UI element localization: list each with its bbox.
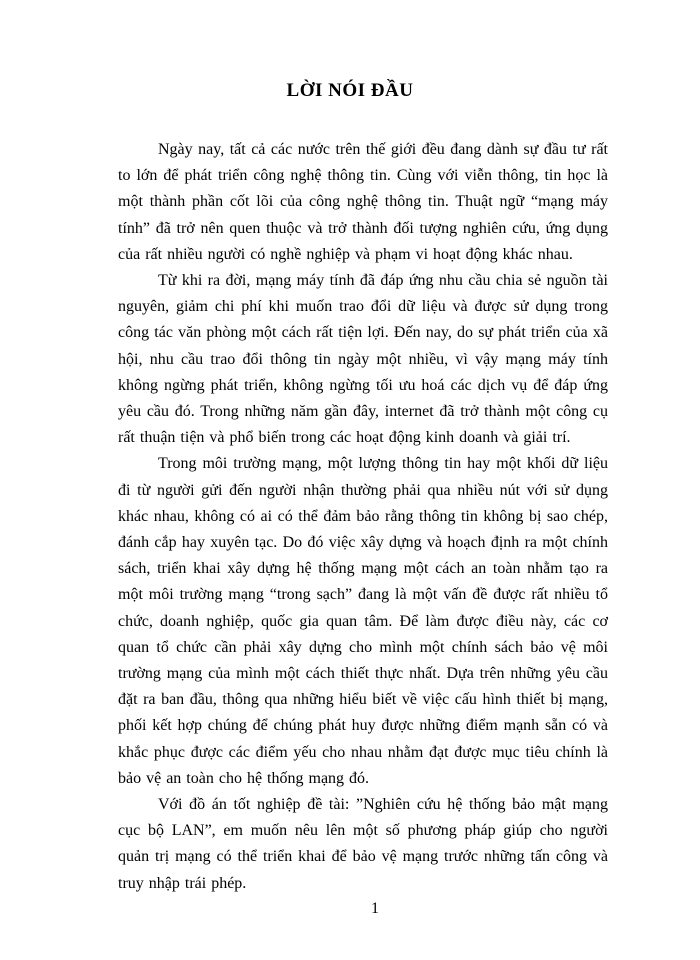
page-title: LỜI NÓI ĐẦU — [286, 80, 414, 101]
paragraph-2: Từ khi ra đời, mạng máy tính đã đáp ứng nhu cầu chia sẻ nguồn tài nguyên, giảm chi phí khi muốn trao đổi dữ liệu và được sử dụng trong công tác văn phòng một cách rất tiện lợi. Đến nay, do sự phát triển của xã hội, nhu cầu trao đổi thông tin ngày một nhiều, vì vậy mạng máy tính không ngừng phát triển, không ngừng tối ưu hoá các dịch vụ để đáp ứng yêu cầu đó. Trong những năm gần đây, internet đã trở thành một công cụ rất thuận tiện và phổ biến trong các hoạt động kinh doanh và giải trí. — [118, 272, 608, 447]
page-number: 1 — [371, 900, 379, 917]
body-text — [118, 137, 608, 897]
paragraph-3: Trong môi trường mạng, một lượng thông tin hay một khối dữ liệu đi từ người gửi đến người nhận thường phải qua nhiều nút với sử dụng khác nhau, không có ai có thể đảm bảo rằng thông tin không bị sao chép, đánh cắp hay xuyên tạc. Do đó việc xây dựng và hoạch định ra một chính sách, triển khai xây dựng hệ thống mạng một cách an toàn nhằm tạo ra một môi trường mạng “trong sạch” đang là một vấn đề được rất nhiều tổ chức, doanh nghiệp, quốc gia quan tâm. Để làm được điều này, các cơ quan tổ chức cần phải xây dựng cho mình một chính sách bảo vệ môi trường mạng của mình một cách thiết thực nhất. Dựa trên những yêu cầu đặt ra ban đầu, thông qua những hiểu biết về việc cấu hình thiết bị mạng, phối kết hợp chúng để chúng phát huy được những điểm mạnh sẵn có và khắc phục được các điểm yếu cho nhau nhằm đạt được mục tiêu chính là bảo vệ an toàn cho hệ thống mạng đó. — [118, 455, 608, 787]
paragraph-1: Ngày nay, tất cả các nước trên thế giới đều đang dành sự đầu tư rất to lớn để phát triển công nghệ thông tin. Cùng với viễn thông, tin học là một thành phần cốt lõi của công nghệ thông tin. Thuật ngữ “mạng máy tính” đã trở nên quen thuộc và trở thành đối tượng nghiên cứu, ứng dụng của rất nhiều người có nghề nghiệp và phạm vi hoạt động khác nhau. — [118, 141, 608, 263]
paragraph-4: Với đồ án tốt nghiệp đề tài: ”Nghiên cứu hệ thống bảo mật mạng cục bộ LAN”, em muốn nêu lên một số phương pháp giúp cho người quản trị mạng có thể triển khai để bảo vệ mạng trước những tấn công và truy nhập trái phép. — [118, 796, 608, 892]
